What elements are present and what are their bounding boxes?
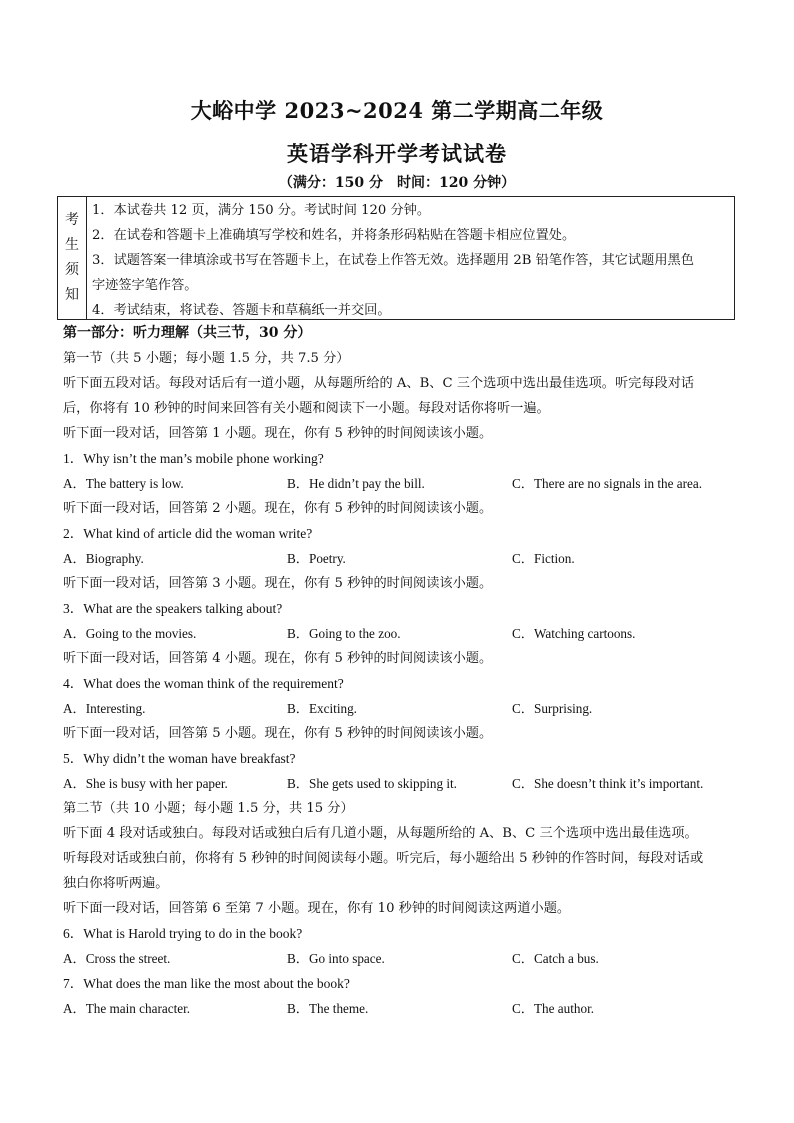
option-b: B．He didn’t pay the bill. (287, 476, 425, 491)
question-text: 5．Why didn’t the woman have breakfast? (63, 751, 296, 766)
exam-title: 大峪中学 2023~2024 第二学期高二年级 (190, 98, 604, 123)
notice-label-char: 生 (65, 237, 79, 253)
option-b: B．The theme. (287, 1001, 369, 1016)
notice-label-char: 考 (65, 212, 79, 228)
option-b: B．Exciting. (287, 701, 357, 716)
question-options (63, 546, 773, 571)
question-options (63, 696, 773, 721)
question-options (63, 471, 773, 496)
question-options (63, 771, 773, 796)
section-instruction: 听每段对话或独白前，你将有 5 秒钟的时间阅读每小题。听完后，每小题给出 5 秒钟的作答时间，每段对话或 (63, 851, 704, 866)
question-text: 3．What are the speakers talking about? (63, 601, 283, 616)
section-instruction: 听下面 4 段对话或独白。每段对话或独白后有几道小题，从每题所给的 A、B、C 三个选项中选出最佳选项。 (63, 826, 698, 841)
exam-score-time: （满分：150 分 时间：120 分钟） (278, 175, 516, 191)
option-c: C．Catch a bus. (512, 951, 599, 966)
question-options (63, 996, 773, 1021)
option-a: A．The main character. (63, 1001, 191, 1016)
notice-item: 字迹签字笔作答。 (92, 278, 198, 293)
option-c: C．The author. (512, 1001, 595, 1016)
question-text: 1．Why isn’t the man’s mobile phone working? (63, 451, 324, 466)
question-prompt: 听下面一段对话，回答第 1 小题。现在，你有 5 秒钟的时间阅读该小题。 (63, 426, 493, 441)
notice-item: 4．考试结束，将试卷、答题卡和草稿纸一并交回。 (92, 303, 391, 318)
option-a: A．She is busy with her paper. (63, 776, 228, 791)
notice-items (92, 198, 728, 323)
question-prompt: 听下面一段对话，回答第 5 小题。现在，你有 5 秒钟的时间阅读该小题。 (63, 726, 493, 741)
section-instruction: 后，你将有 10 秒钟的时间来回答有关小题和阅读下一小题。每段对话你将听一遍。 (63, 401, 550, 416)
notice-label-char: 须 (65, 262, 79, 278)
option-c: C．Fiction. (512, 551, 575, 566)
option-a: A．Biography. (63, 551, 144, 566)
exam-notice-box (57, 196, 735, 320)
option-c: C．Surprising. (512, 701, 593, 716)
question-prompt: 听下面一段对话，回答第 4 小题。现在，你有 5 秒钟的时间阅读该小题。 (63, 651, 493, 666)
option-c: C．Watching cartoons. (512, 626, 636, 641)
question-options (63, 621, 773, 646)
question-prompt: 听下面一段对话，回答第 3 小题。现在，你有 5 秒钟的时间阅读该小题。 (63, 576, 493, 591)
option-b: B．Poetry. (287, 551, 346, 566)
option-a: A．Cross the street. (63, 951, 171, 966)
section-instruction: 听下面五段对话。每段对话后有一道小题，从每题所给的 A、B、C 三个选项中选出最佳选项。听完每段对话 (63, 376, 695, 391)
question-text: 7．What does the man like the most about the book? (63, 976, 350, 991)
question-text: 4．What does the woman think of the requirement? (63, 676, 344, 691)
option-b: B．Go into space. (287, 951, 385, 966)
question-prompt: 听下面一段对话，回答第 2 小题。现在，你有 5 秒钟的时间阅读该小题。 (63, 501, 493, 516)
option-c: C．There are no signals in the area. (512, 476, 703, 491)
section-heading: 第二节（共 10 小题；每小题 1.5 分，共 15 分） (63, 801, 354, 816)
option-b: B．She gets used to skipping it. (287, 776, 457, 791)
question-text: 2．What kind of article did the woman write? (63, 526, 313, 541)
notice-label (58, 197, 87, 319)
question-prompt: 听下面一段对话，回答第 6 至第 7 小题。现在，你有 10 秒钟的时间阅读这两道小题。 (63, 901, 571, 916)
notice-item: 2．在试卷和答题卡上准确填写学校和姓名，并将条形码粘贴在答题卡相应位置处。 (92, 228, 576, 243)
option-b: B．Going to the zoo. (287, 626, 401, 641)
part-heading: 第一部分：听力理解（共三节，30 分） (63, 325, 312, 341)
question-text: 6．What is Harold trying to do in the book? (63, 926, 303, 941)
option-a: A．Going to the movies. (63, 626, 197, 641)
section-heading: 第一节（共 5 小题；每小题 1.5 分，共 7.5 分） (63, 351, 350, 366)
notice-item: 3．试题答案一律填涂或书写在答题卡上，在试卷上作答无效。选择题用 2B 铅笔作答，其它试题用黑色 (92, 253, 694, 268)
question-options (63, 946, 773, 971)
option-c: C．She doesn’t think it’s important. (512, 776, 704, 791)
exam-subject-title: 英语学科开学考试试卷 (287, 141, 507, 166)
option-a: A．Interesting. (63, 701, 146, 716)
section-instruction: 独白你将听两遍。 (63, 876, 169, 891)
option-a: A．The battery is low. (63, 476, 184, 491)
notice-item: 1．本试卷共 12 页，满分 150 分。考试时间 120 分钟。 (92, 203, 431, 218)
notice-label-char: 知 (65, 287, 79, 303)
exam-body (63, 321, 773, 1021)
